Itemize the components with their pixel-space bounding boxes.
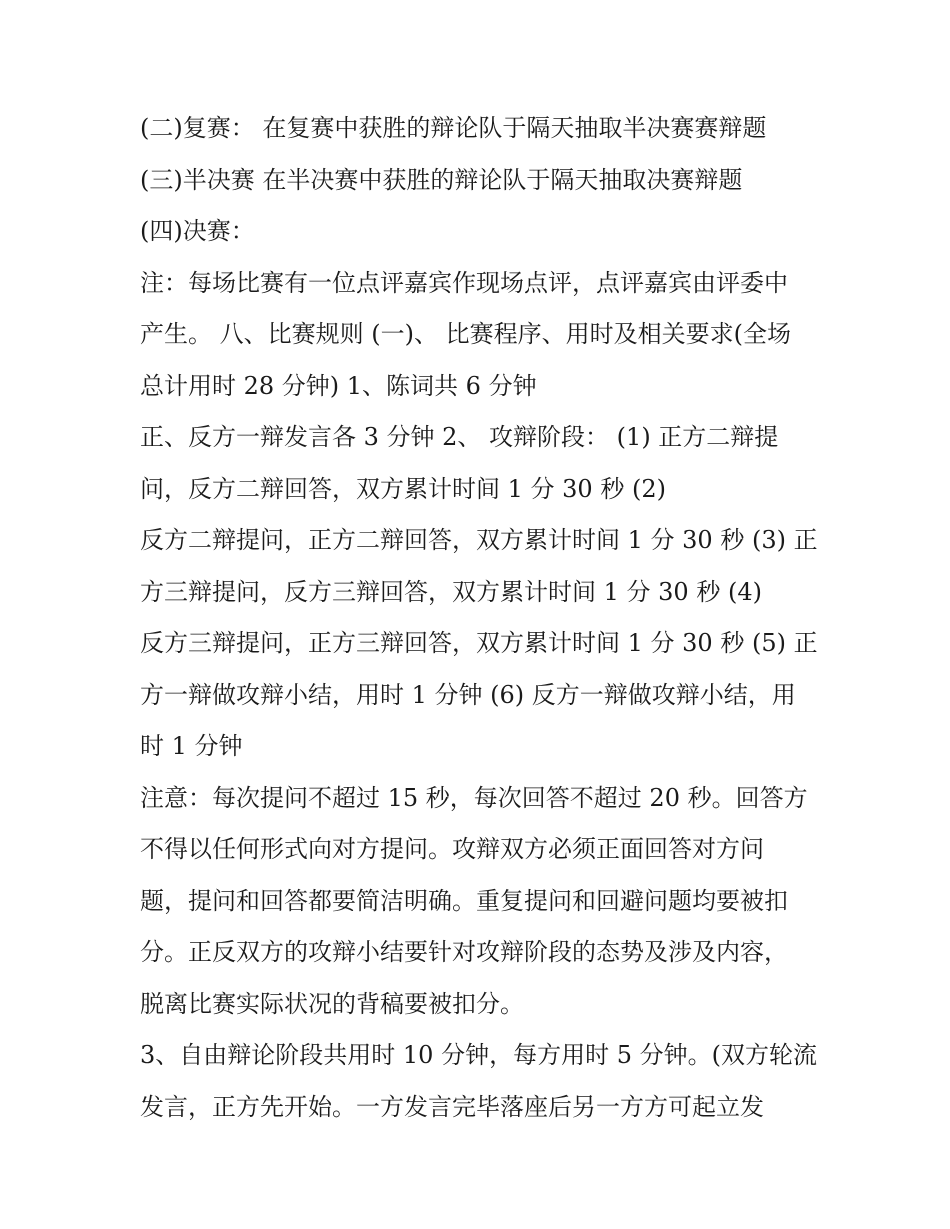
text-line: 时 1 分钟 [140,732,243,760]
text-line: (四)决赛： [140,217,255,245]
text-line: 总计用时 28 分钟) 1、陈词共 6 分钟 [140,371,537,400]
text-line: 正、反方一辩发言各 3 分钟 2、 攻辩阶段： (1) 正方二辩提 [140,423,779,451]
text-line: 题，提问和回答都要简洁明确。重复提问和回避问题均要被扣 [140,886,788,915]
text-line: 3、自由辩论阶段共用时 10 分钟，每方用时 5 分钟。(双方轮流 [140,1041,817,1069]
text-line: (三)半决赛 在半决赛中获胜的辩论队于隔天抽取决赛辩题 [140,165,743,194]
text-line: 方一辩做攻辩小结，用时 1 分钟 (6) 反方一辩做攻辩小结，用 [140,680,796,709]
text-line: 发言，正方先开始。一方发言完毕落座后另一方方可起立发 [140,1092,764,1121]
body-text [140,103,820,1133]
text-line: 脱离比赛实际状况的背稿要被扣分。 [140,989,524,1018]
text-line: 注：每场比赛有一位点评嘉宾作现场点评，点评嘉宾由评委中 [140,268,788,297]
text-line: 反方二辩提问，正方二辩回答，双方累计时间 1 分 30 秒 (3) 正 [140,526,818,554]
text-line: 不得以任何形式向对方提问。攻辩双方必须正面回答对方问 [140,835,764,863]
text-line: 反方三辩提问，正方三辩回答，双方累计时间 1 分 30 秒 (5) 正 [140,629,818,657]
text-line: 方三辩提问，反方三辩回答，双方累计时间 1 分 30 秒 (4) [140,577,762,606]
text-line: 注意：每次提问不超过 15 秒，每次回答不超过 20 秒。回答方 [140,783,808,812]
text-line: 问，反方二辩回答，双方累计时间 1 分 30 秒 (2) [140,474,666,503]
text-line: 产生。 八、比赛规则 (一)、 比赛程序、用时及相关要求(全场 [140,320,791,348]
text-line: (二)复赛： 在复赛中获胜的辩论队于隔天抽取半决赛赛辩题 [140,114,767,142]
text-line: 分。正反双方的攻辩小结要针对攻辩阶段的态势及涉及内容， [140,938,788,966]
